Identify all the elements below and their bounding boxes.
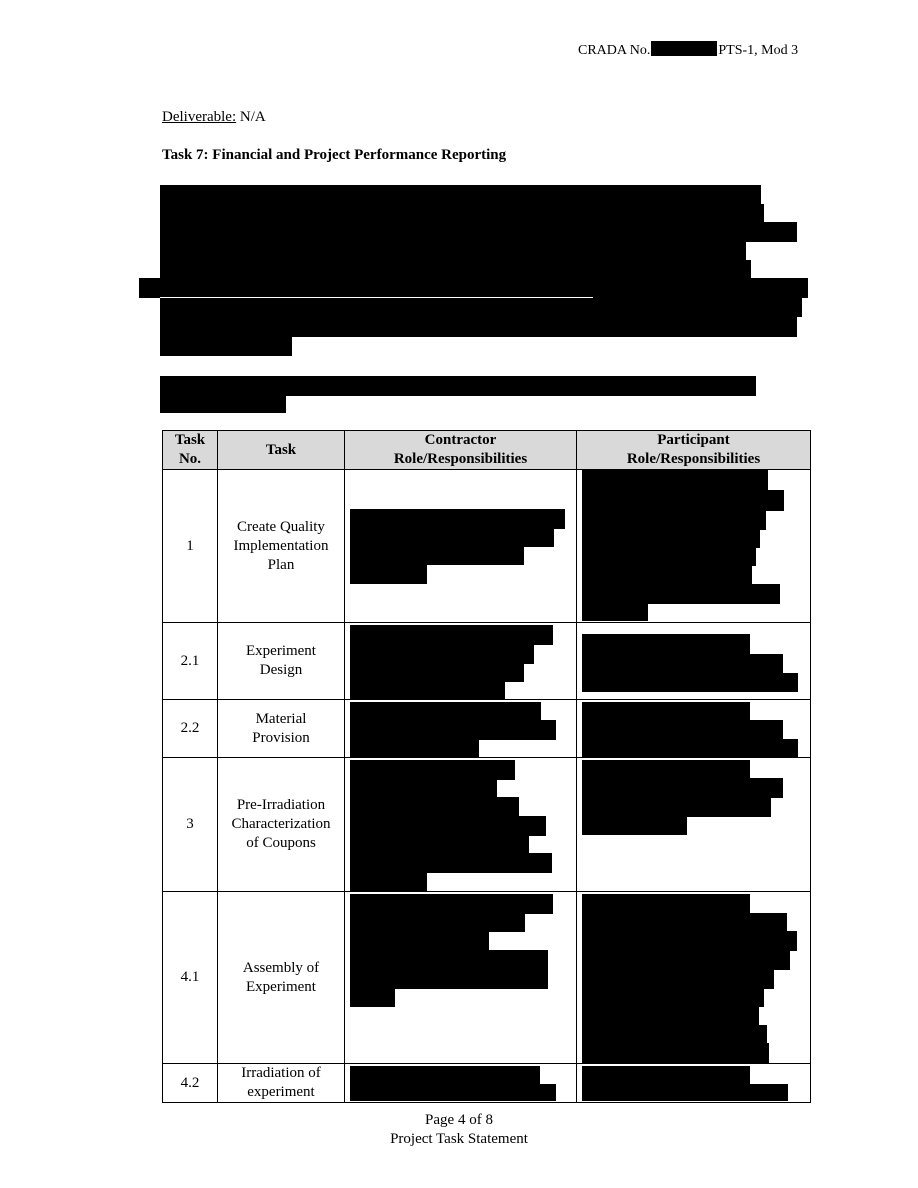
task-name: Pre-Irradiation Characterization of Coupons [218, 758, 345, 892]
task-number: 4.2 [163, 1064, 218, 1103]
task-name: Material Provision [218, 700, 345, 758]
task-table [162, 430, 811, 1103]
deliverable-line [162, 109, 266, 126]
col-header-participant: Participant Role/Responsibilities [577, 431, 811, 470]
task-name: Create Quality Implementation Plan [218, 470, 345, 623]
task-number: 4.1 [163, 892, 218, 1064]
task-number: 1 [163, 470, 218, 623]
page-footer [0, 1111, 918, 1149]
contractor-redacted-cell [345, 758, 577, 892]
table-row [163, 470, 811, 623]
deliverable-value: N/A [236, 109, 266, 125]
redaction-box [651, 41, 717, 56]
page-number: Page 4 of 8 [425, 1112, 493, 1128]
participant-redacted-cell [577, 623, 811, 700]
task-number: 2.1 [163, 623, 218, 700]
crada-suffix: PTS-1, Mod 3 [718, 43, 799, 58]
col-header-task-no: Task No. [163, 431, 218, 470]
task-name: Assembly of Experiment [218, 892, 345, 1064]
participant-redacted-cell [577, 700, 811, 758]
col-header-contractor: Contractor Role/Responsibilities [345, 431, 577, 470]
contractor-redacted-cell [345, 470, 577, 623]
document-name: Project Task Statement [390, 1131, 528, 1147]
crada-label: CRADA No. [578, 43, 651, 58]
task-name: Experiment Design [218, 623, 345, 700]
table-row [163, 892, 811, 1064]
task-number: 2.2 [163, 700, 218, 758]
table-row [163, 758, 811, 892]
task-name: Irradiation of experiment [218, 1064, 345, 1103]
document-header [578, 41, 798, 59]
col-header-task: Task [218, 431, 345, 470]
participant-redacted-cell [577, 892, 811, 1064]
deliverable-label: Deliverable: [162, 109, 237, 125]
participant-redacted-cell [577, 758, 811, 892]
contractor-redacted-cell [345, 892, 577, 1064]
table-row [163, 1064, 811, 1103]
task-number: 3 [163, 758, 218, 892]
task7-heading: Task 7: Financial and Project Performance Reporting [162, 147, 507, 163]
table-header-row [163, 431, 811, 470]
contractor-redacted-cell [345, 1064, 577, 1103]
contractor-redacted-cell [345, 700, 577, 758]
contractor-redacted-cell [345, 623, 577, 700]
participant-redacted-cell [577, 1064, 811, 1103]
participant-redacted-cell [577, 470, 811, 623]
table-row [163, 700, 811, 758]
table-row [163, 623, 811, 700]
